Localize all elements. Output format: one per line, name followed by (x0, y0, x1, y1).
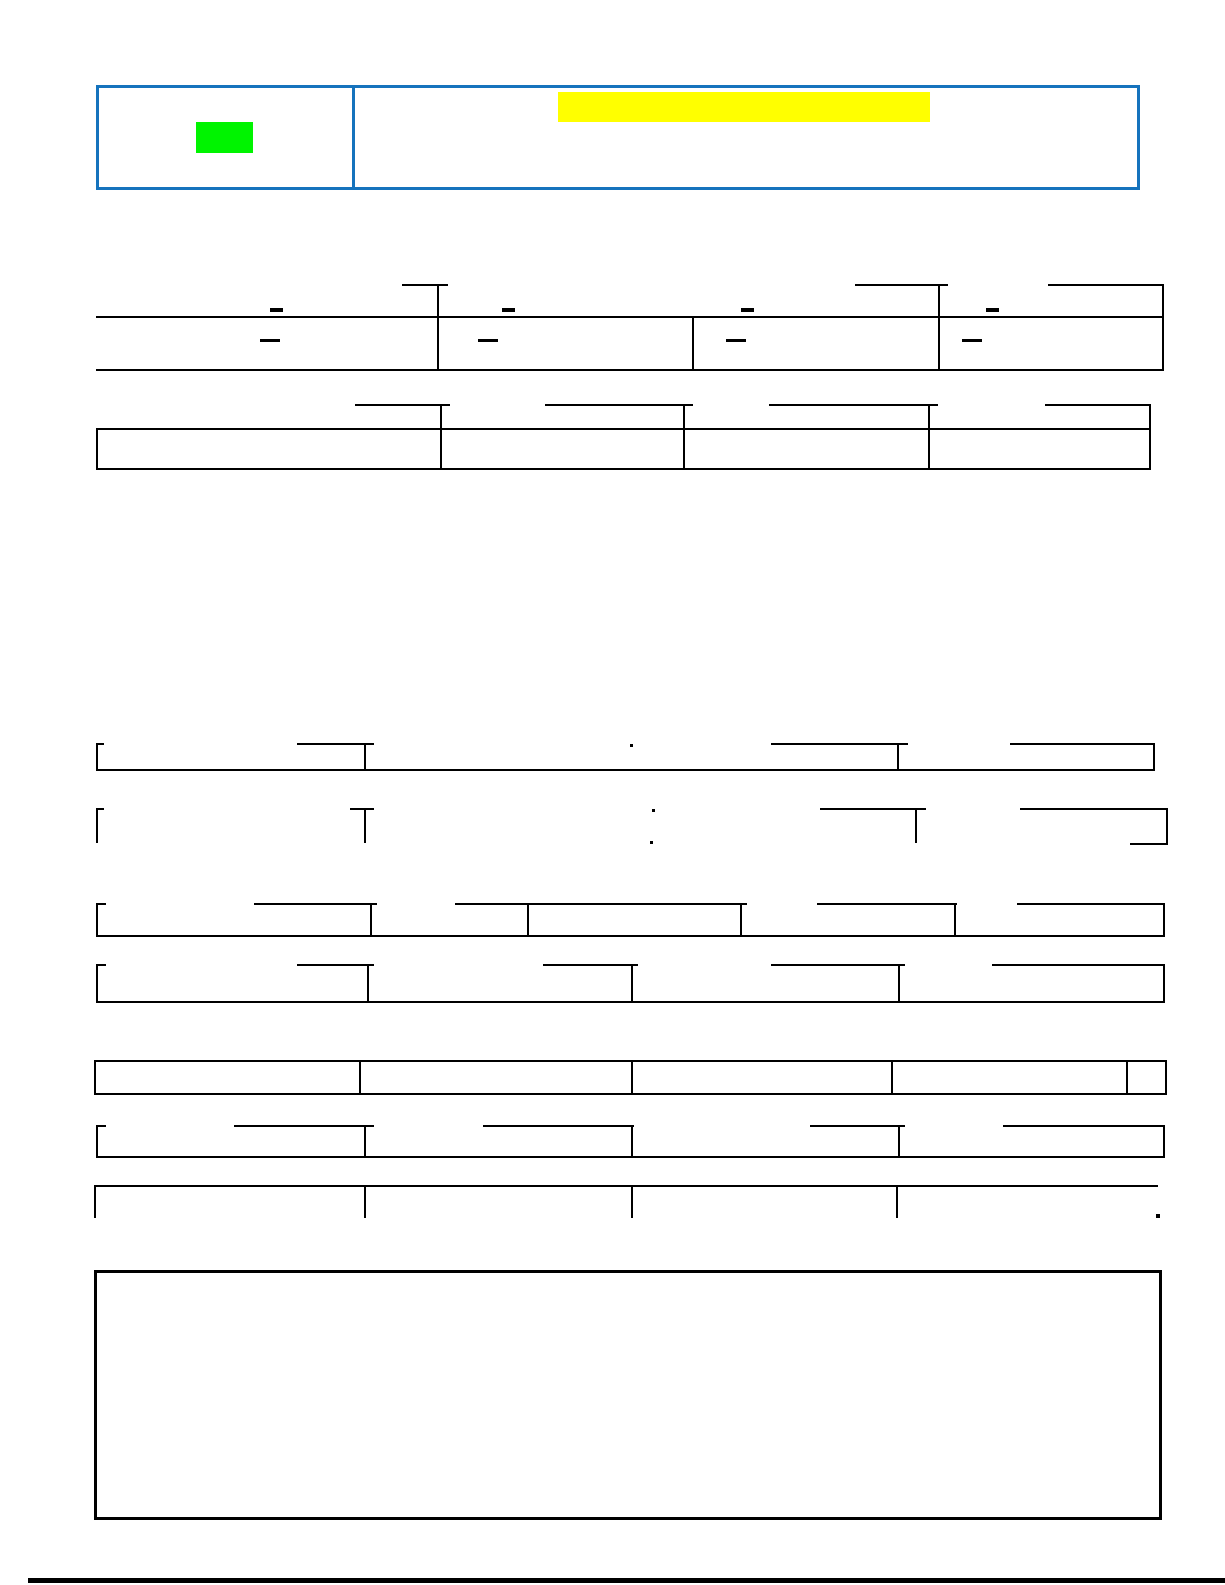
rowB-cap (820, 808, 926, 810)
rowA-cap (297, 743, 374, 745)
rowC-right-edge (1163, 903, 1165, 937)
rowA-left-edge (96, 743, 98, 771)
rowE-left-edge (94, 1060, 96, 1095)
rowD-bottom-rule (96, 1001, 1165, 1003)
rowA-cap (1010, 743, 1155, 745)
rowD-cap (992, 964, 1165, 966)
rowC-col-divider (740, 903, 742, 937)
rowC-left-edge (96, 903, 98, 937)
rowA-cap (771, 743, 908, 745)
t2-right-edge (1149, 404, 1151, 470)
rowG-left-edge (94, 1185, 96, 1218)
rowD-col-divider (631, 964, 633, 1003)
t2-col-divider (928, 404, 930, 470)
t2-bottom-rule (96, 468, 1151, 470)
rowC-col-divider (527, 903, 529, 937)
rowA-tick-mark (630, 744, 633, 747)
rowC-cap (1017, 903, 1165, 905)
rowD-col-divider (367, 964, 369, 1003)
title-highlight-bar (558, 92, 930, 122)
rowF-col-divider (631, 1125, 633, 1158)
rowB-right-edge (1166, 808, 1168, 845)
rowD-col-divider (898, 964, 900, 1003)
t2-left-edge (96, 428, 98, 470)
rowC-cap (254, 903, 377, 905)
rowB-cap (350, 808, 374, 810)
rowE-right-edge (1165, 1060, 1167, 1095)
rowB-tick-mark (650, 841, 653, 844)
remarks-box (94, 1270, 1162, 1520)
t2-header-cap (1045, 404, 1151, 406)
redacted-dash (260, 339, 280, 342)
rowC-col-divider (370, 903, 372, 937)
rowE-col-divider (631, 1060, 633, 1095)
rowB-cap (1020, 808, 1168, 810)
rowF-col-divider (364, 1125, 366, 1158)
rowD-cap (297, 964, 374, 966)
rowF-cap (1003, 1125, 1165, 1127)
rowG-col-divider (896, 1185, 898, 1218)
rowE-col-divider (1126, 1060, 1128, 1095)
rowF-cap (234, 1125, 374, 1127)
redacted-dash (478, 339, 498, 342)
rowB-bottom-hook (1130, 843, 1168, 845)
rowB-tick-mark (652, 809, 655, 812)
redacted-dash (986, 308, 999, 312)
rowA-col-divider (897, 743, 899, 771)
rowF-cap (483, 1125, 634, 1127)
rowC-bottom-rule (96, 935, 1165, 937)
redacted-dash (741, 308, 754, 312)
rowB-col-divider (364, 808, 366, 843)
rowG-top-rule (94, 1185, 1158, 1187)
document-header-box (96, 85, 1140, 190)
t1-header-cap (402, 284, 448, 286)
rowF-cap (810, 1125, 905, 1127)
t2-col-divider (440, 404, 442, 470)
t1-col-divider (938, 284, 940, 371)
t2-header-cap (545, 404, 693, 406)
t1-col-divider (692, 316, 694, 371)
rowC-col-divider (954, 903, 956, 937)
redacted-dash (502, 308, 515, 312)
rowE-col-divider (359, 1060, 361, 1095)
rowG-corner-tick (1156, 1214, 1160, 1218)
redacted-dash (962, 339, 982, 342)
rowD-cap (771, 964, 905, 966)
rowD-right-edge (1163, 964, 1165, 1003)
rowG-col-divider (631, 1185, 633, 1218)
t1-header-cap (855, 284, 948, 286)
rowF-bottom-rule (96, 1156, 1165, 1158)
t2-col-divider (683, 404, 685, 470)
t1-bottom-rule (96, 369, 1164, 371)
rowG-col-divider (364, 1185, 366, 1218)
redacted-dash (726, 339, 746, 342)
t2-mid-rule (96, 428, 1151, 430)
redacted-dash (270, 308, 283, 312)
rowF-left-edge (96, 1125, 98, 1158)
rowA-bottom-rule (96, 769, 1155, 771)
t2-header-cap (355, 404, 450, 406)
rowC-cap (817, 903, 957, 905)
logo-color-swatch (196, 122, 253, 153)
t1-header-cap (1048, 284, 1162, 286)
rowD-left-edge (96, 964, 98, 1003)
rowB-col-divider (915, 808, 917, 843)
t1-mid-rule (96, 316, 1164, 318)
t1-right-edge (1162, 284, 1164, 371)
rowD-cap (543, 964, 638, 966)
rowA-col-divider (364, 743, 366, 771)
t2-header-cap (769, 404, 938, 406)
rowB-left-edge (96, 808, 98, 843)
rowF-col-divider (898, 1125, 900, 1158)
rowA-right-edge (1153, 743, 1155, 771)
rowC-cap (455, 903, 747, 905)
header-cell-divider (352, 88, 355, 187)
t1-col-divider (437, 284, 439, 371)
page-footer-rule (28, 1578, 1225, 1583)
rowE-col-divider (891, 1060, 893, 1095)
rowF-right-edge (1163, 1125, 1165, 1158)
